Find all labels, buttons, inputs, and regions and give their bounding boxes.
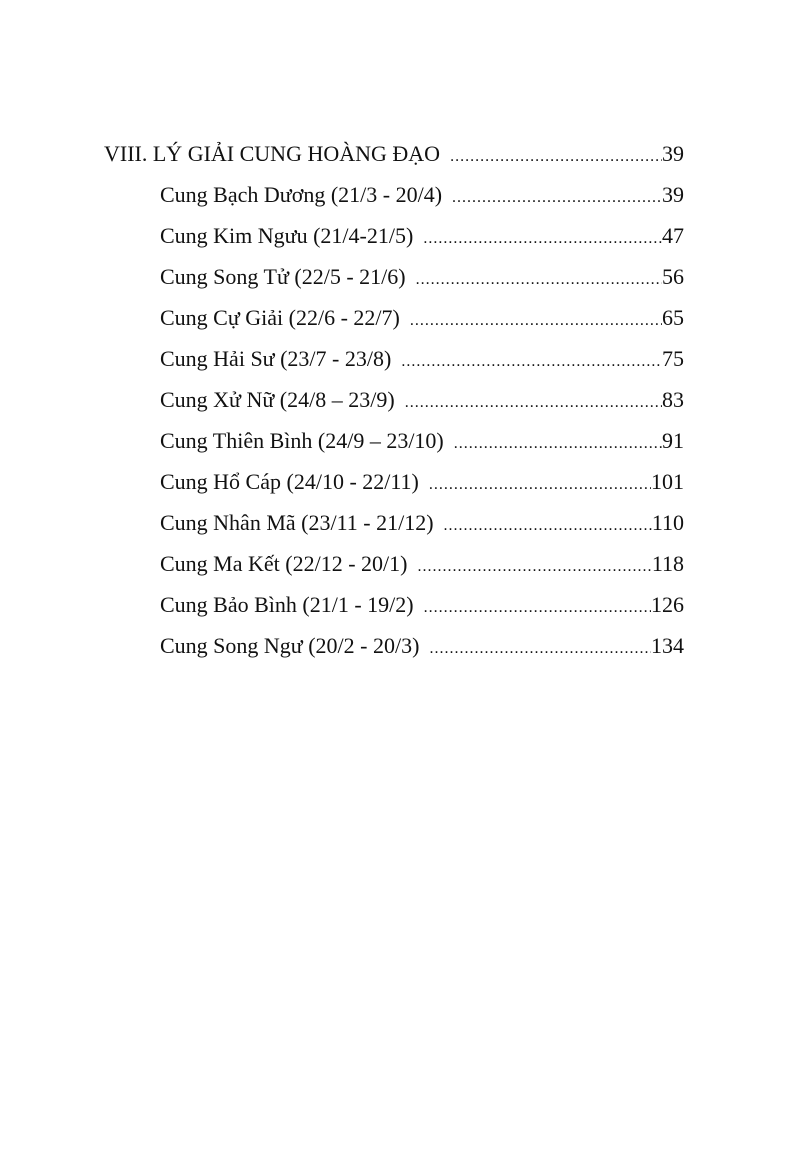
- entry-title: Cung Hải Sư (23/7 - 23/8): [160, 346, 392, 371]
- entry-title: Cung Ma Kết (22/12 - 20/1): [160, 551, 408, 576]
- entry-page-number: 126: [651, 592, 684, 617]
- entry-page-number: 101: [651, 469, 684, 494]
- dot-leader: [410, 307, 662, 335]
- dot-leader: [454, 430, 662, 458]
- toc-entry: [160, 509, 684, 540]
- toc-entry: [160, 591, 684, 622]
- dot-leader: [417, 553, 651, 581]
- entry-title: Cung Hổ Cáp (24/10 - 22/11): [160, 469, 419, 494]
- toc-entry: [160, 632, 684, 663]
- entry-title: Cung Song Tử (22/5 - 21/6): [160, 264, 406, 289]
- dot-leader: [401, 348, 662, 376]
- dot-leader: [429, 635, 651, 663]
- entry-title: Cung Xử Nữ (24/8 – 23/9): [160, 387, 395, 412]
- toc-entry: [160, 304, 684, 335]
- entry-title: Cung Bạch Dương (21/3 - 20/4): [160, 182, 443, 207]
- toc-entry: [160, 427, 684, 458]
- entry-page-number: 83: [662, 387, 684, 412]
- chapter-title: VIII. LÝ GIẢI CUNG HOÀNG ĐẠO: [104, 141, 441, 166]
- entry-title: Cung Thiên Bình (24/9 – 23/10): [160, 428, 444, 453]
- entry-title: Cung Cự Giải (22/6 - 22/7): [160, 305, 400, 330]
- dot-leader: [405, 389, 662, 417]
- entry-title: Cung Song Ngư (20/2 - 20/3): [160, 633, 420, 658]
- entry-page-number: 134: [651, 633, 684, 658]
- dot-leader: [444, 512, 652, 540]
- dot-leader: [450, 143, 662, 171]
- toc-chapter-row: [104, 140, 684, 171]
- dot-leader: [452, 184, 662, 212]
- dot-leader: [416, 266, 662, 294]
- entry-page-number: 65: [662, 305, 684, 330]
- toc-entry: [160, 345, 684, 376]
- toc-entry: [160, 468, 684, 499]
- entry-title: Cung Kim Ngưu (21/4-21/5): [160, 223, 414, 248]
- toc-entry: [160, 550, 684, 581]
- dot-leader: [423, 225, 662, 253]
- toc-entry: [160, 181, 684, 212]
- entry-title: Cung Nhân Mã (23/11 - 21/12): [160, 510, 434, 535]
- entry-page-number: 75: [662, 346, 684, 371]
- entry-page-number: 39: [662, 182, 684, 207]
- entry-page-number: 110: [651, 510, 684, 535]
- entry-page-number: 56: [662, 264, 684, 289]
- toc-entry: [160, 263, 684, 294]
- entry-title: Cung Bảo Bình (21/1 - 19/2): [160, 592, 414, 617]
- entry-page-number: 91: [662, 428, 684, 453]
- entry-page-number: 47: [662, 223, 684, 248]
- entry-page-number: 118: [651, 551, 684, 576]
- toc-entry: [160, 222, 684, 253]
- dot-leader: [424, 594, 651, 622]
- dot-leader: [429, 471, 651, 499]
- toc-entry: [160, 386, 684, 417]
- chapter-page-number: 39: [662, 141, 684, 166]
